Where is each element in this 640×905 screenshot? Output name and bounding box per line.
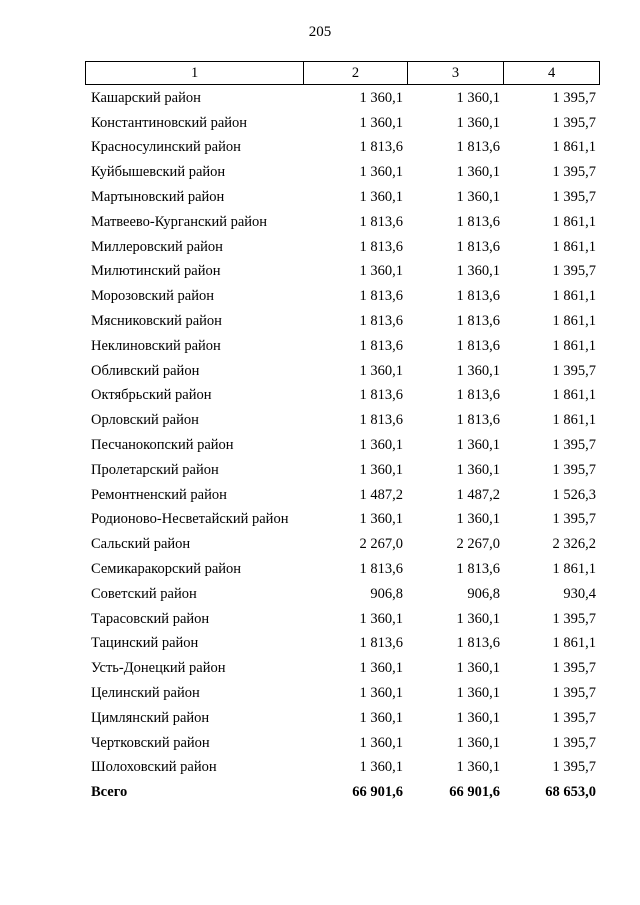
table-row (85, 433, 600, 458)
value-col3: 1 360,1 (456, 461, 500, 478)
table-row (85, 359, 600, 384)
district-name: Тацинский район (91, 635, 199, 652)
value-col2: 1 360,1 (359, 437, 403, 454)
district-name: Мясниковский район (91, 313, 222, 330)
value-col3: 1 813,6 (456, 139, 500, 156)
table-row (85, 508, 600, 533)
value-col2: 1 360,1 (359, 263, 403, 280)
value-col2: 1 360,1 (359, 685, 403, 702)
value-col4: 1 395,7 (552, 164, 596, 181)
value-col3: 1 360,1 (456, 734, 500, 751)
value-col4: 1 861,1 (552, 139, 596, 156)
value-col2: 1 360,1 (359, 660, 403, 677)
value-col3: 1 813,6 (456, 238, 500, 255)
district-name: Матвеево-Курганский район (91, 213, 268, 230)
value-col2: 1 360,1 (359, 610, 403, 627)
value-col2: 2 267,0 (359, 536, 403, 553)
value-col3: 1 813,6 (456, 288, 500, 305)
value-col2: 1 813,6 (359, 561, 403, 578)
table-row (85, 706, 600, 731)
value-col2: 1 360,1 (359, 461, 403, 478)
district-name: Родионово-Несветайский район (91, 511, 289, 528)
table-row (85, 210, 600, 235)
value-col3: 906,8 (467, 585, 500, 602)
value-col2: 1 487,2 (359, 486, 403, 503)
table-row (85, 532, 600, 557)
column-header-4: 4 (503, 62, 599, 84)
table-body (85, 86, 600, 780)
value-col2: 1 813,6 (359, 412, 403, 429)
table-row (85, 557, 600, 582)
value-col4: 1 395,7 (552, 437, 596, 454)
value-col4: 1 395,7 (552, 734, 596, 751)
value-col4: 1 395,7 (552, 114, 596, 131)
column-header-3: 3 (407, 62, 504, 84)
value-col4: 1 395,7 (552, 89, 596, 106)
value-col4: 1 861,1 (552, 313, 596, 330)
value-col2: 906,8 (370, 585, 403, 602)
value-col4: 1 395,7 (552, 362, 596, 379)
table-header-row (85, 61, 600, 85)
value-col4: 1 861,1 (552, 561, 596, 578)
value-col2: 1 360,1 (359, 511, 403, 528)
value-col3: 1 813,6 (456, 412, 500, 429)
table-row (85, 681, 600, 706)
value-col3: 1 813,6 (456, 337, 500, 354)
value-col3: 1 360,1 (456, 437, 500, 454)
table-row (85, 235, 600, 260)
value-col2: 1 360,1 (359, 89, 403, 106)
value-col3: 1 360,1 (456, 660, 500, 677)
table-row (85, 632, 600, 657)
table-total-row (85, 780, 600, 805)
value-col2: 1 360,1 (359, 362, 403, 379)
table-row (85, 185, 600, 210)
value-col2: 1 360,1 (359, 189, 403, 206)
district-name: Целинский район (91, 685, 200, 702)
value-col2: 1 360,1 (359, 734, 403, 751)
value-col2: 1 813,6 (359, 213, 403, 230)
district-name: Сальский район (91, 536, 191, 553)
value-col3: 1 813,6 (456, 313, 500, 330)
page-number: 205 (308, 24, 332, 40)
table-row (85, 136, 600, 161)
value-col3: 1 360,1 (456, 263, 500, 280)
value-col4: 1 395,7 (552, 660, 596, 677)
table-row (85, 458, 600, 483)
district-name: Константиновский район (91, 114, 248, 131)
district-name: Цимлянский район (91, 709, 210, 726)
table-row (85, 284, 600, 309)
total-value-col2: 66 901,6 (352, 784, 403, 801)
district-name: Чертковский район (91, 734, 210, 751)
table-row (85, 160, 600, 185)
value-col3: 1 813,6 (456, 213, 500, 230)
value-col3: 1 360,1 (456, 759, 500, 776)
district-name: Тарасовский район (91, 610, 210, 627)
value-col3: 1 360,1 (456, 685, 500, 702)
table-row (85, 334, 600, 359)
value-col4: 1 395,7 (552, 610, 596, 627)
table-row (85, 756, 600, 781)
district-name: Советский район (91, 585, 197, 602)
district-name: Обливский район (91, 362, 200, 379)
column-header-1: 1 (190, 64, 199, 81)
table-row (85, 384, 600, 409)
value-col2: 1 360,1 (359, 114, 403, 131)
value-col4: 1 395,7 (552, 759, 596, 776)
value-col2: 1 813,6 (359, 139, 403, 156)
value-col2: 1 813,6 (359, 635, 403, 652)
district-name: Кашарский район (91, 89, 201, 106)
value-col4: 1 395,7 (552, 685, 596, 702)
value-col3: 1 813,6 (456, 635, 500, 652)
value-col3: 1 813,6 (456, 387, 500, 404)
value-col4: 1 861,1 (552, 238, 596, 255)
value-col4: 1 395,7 (552, 263, 596, 280)
district-name: Шолоховский район (91, 759, 217, 776)
value-col3: 1 360,1 (456, 511, 500, 528)
value-col2: 1 813,6 (359, 387, 403, 404)
table-row (85, 111, 600, 136)
value-col4: 930,4 (563, 585, 596, 602)
table-row (85, 656, 600, 681)
value-col3: 1 360,1 (456, 610, 500, 627)
table-row (85, 607, 600, 632)
value-col4: 1 395,7 (552, 189, 596, 206)
value-col4: 1 526,3 (552, 486, 596, 503)
value-col4: 2 326,2 (552, 536, 596, 553)
value-col4: 1 861,1 (552, 288, 596, 305)
table-row (85, 86, 600, 111)
district-name: Мартыновский район (91, 189, 225, 206)
district-name: Орловский район (91, 412, 199, 429)
value-col2: 1 813,6 (359, 313, 403, 330)
district-name: Морозовский район (91, 288, 215, 305)
district-name: Усть-Донецкий район (91, 660, 226, 677)
value-col4: 1 861,1 (552, 635, 596, 652)
value-col3: 1 360,1 (456, 164, 500, 181)
value-col3: 1 360,1 (456, 89, 500, 106)
district-name: Неклиновский район (91, 337, 221, 354)
district-name: Куйбышевский район (91, 164, 226, 181)
value-col4: 1 395,7 (552, 461, 596, 478)
district-name: Песчанокопский район (91, 437, 234, 454)
value-col3: 1 360,1 (456, 114, 500, 131)
total-label: Всего (91, 784, 128, 801)
table-row (85, 309, 600, 334)
value-col3: 2 267,0 (456, 536, 500, 553)
value-col2: 1 360,1 (359, 164, 403, 181)
table-row (85, 260, 600, 285)
value-col2: 1 360,1 (359, 759, 403, 776)
table-row (85, 408, 600, 433)
value-col3: 1 360,1 (456, 709, 500, 726)
table-row (85, 483, 600, 508)
table-row (85, 731, 600, 756)
total-value-col4: 68 653,0 (545, 784, 596, 801)
value-col4: 1 395,7 (552, 709, 596, 726)
value-col2: 1 360,1 (359, 709, 403, 726)
table-row (85, 582, 600, 607)
value-col3: 1 360,1 (456, 362, 500, 379)
column-header-2: 2 (303, 62, 407, 84)
value-col2: 1 813,6 (359, 238, 403, 255)
value-col4: 1 861,1 (552, 213, 596, 230)
value-col3: 1 360,1 (456, 189, 500, 206)
district-name: Красносулинский район (91, 139, 241, 156)
value-col4: 1 861,1 (552, 337, 596, 354)
value-col4: 1 861,1 (552, 412, 596, 429)
total-value-col3: 66 901,6 (449, 784, 500, 801)
value-col2: 1 813,6 (359, 337, 403, 354)
value-col3: 1 487,2 (456, 486, 500, 503)
district-name: Семикаракорский район (91, 561, 242, 578)
district-name: Пролетарский район (91, 461, 219, 478)
value-col3: 1 813,6 (456, 561, 500, 578)
value-col4: 1 395,7 (552, 511, 596, 528)
district-name: Ремонтненский район (91, 486, 227, 503)
district-name: Миллеровский район (91, 238, 223, 255)
district-name: Милютинский район (91, 263, 221, 280)
budget-table (85, 61, 600, 805)
value-col4: 1 861,1 (552, 387, 596, 404)
value-col2: 1 813,6 (359, 288, 403, 305)
district-name: Октябрьский район (91, 387, 212, 404)
